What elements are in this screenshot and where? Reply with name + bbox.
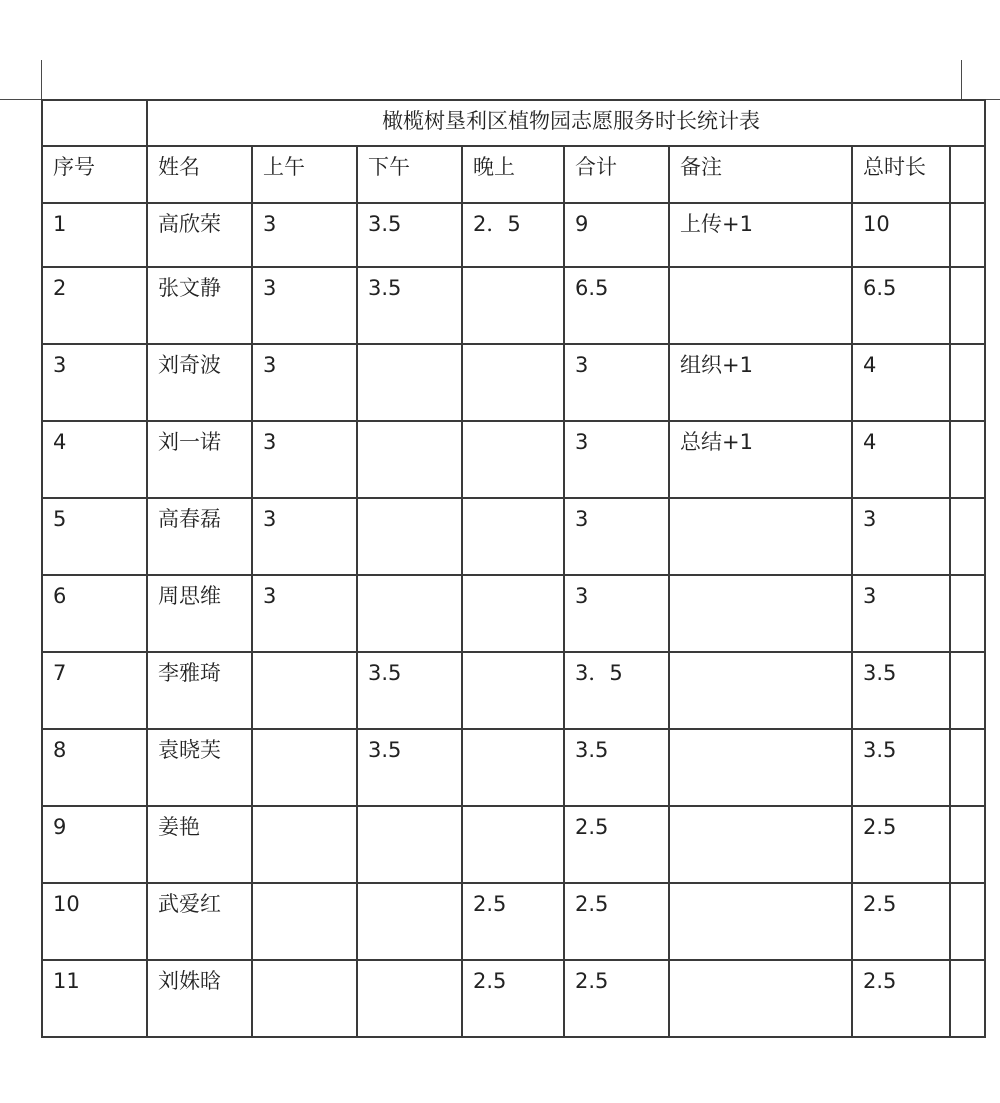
table-cell-total-hours: 3.5 — [852, 729, 950, 806]
table-cell-extra — [950, 421, 985, 498]
table-cell-subtotal: 2.5 — [564, 883, 669, 960]
table-row — [42, 421, 985, 498]
table-cell-index: 4 — [42, 421, 147, 498]
table-cell-morning — [252, 883, 357, 960]
table-cell-evening — [462, 498, 564, 575]
table-cell-total-hours: 4 — [852, 421, 950, 498]
table-cell-evening — [462, 806, 564, 883]
table-cell-index: 6 — [42, 575, 147, 652]
table-cell-subtotal: 3．5 — [564, 652, 669, 729]
table-cell-afternoon — [357, 421, 462, 498]
table-cell-evening — [462, 421, 564, 498]
header-cell-morning: 上午 — [252, 146, 357, 203]
table-cell-afternoon — [357, 344, 462, 421]
table-cell-name: 高欣荣 — [147, 203, 252, 267]
table-title-row — [42, 100, 985, 146]
table-cell-subtotal: 6.5 — [564, 267, 669, 344]
table-cell-extra — [950, 960, 985, 1037]
table-cell-total-hours: 10 — [852, 203, 950, 267]
table-cell-evening: 2．5 — [462, 203, 564, 267]
table-cell-extra — [950, 267, 985, 344]
table-cell-notes — [669, 960, 852, 1037]
table-cell-extra — [950, 806, 985, 883]
table-cell-notes — [669, 729, 852, 806]
table-row — [42, 267, 985, 344]
table-cell-evening — [462, 575, 564, 652]
table-cell-index: 9 — [42, 806, 147, 883]
table-cell-notes — [669, 806, 852, 883]
table-cell-subtotal: 2.5 — [564, 960, 669, 1037]
table-cell-evening: 2.5 — [462, 960, 564, 1037]
header-cell-name: 姓名 — [147, 146, 252, 203]
table-cell-morning — [252, 960, 357, 1037]
table-cell-extra — [950, 575, 985, 652]
table-cell-total-hours: 3 — [852, 498, 950, 575]
table-cell-name: 张文静 — [147, 267, 252, 344]
table-corner-cell — [42, 100, 147, 146]
header-cell-subtotal: 合计 — [564, 146, 669, 203]
table-row — [42, 652, 985, 729]
table-row — [42, 729, 985, 806]
table-cell-morning: 3 — [252, 498, 357, 575]
header-cell-afternoon: 下午 — [357, 146, 462, 203]
table-cell-extra — [950, 652, 985, 729]
table-cell-subtotal: 3 — [564, 344, 669, 421]
table-cell-name: 刘一诺 — [147, 421, 252, 498]
table-cell-name: 高春磊 — [147, 498, 252, 575]
margin-guide-right — [961, 60, 962, 100]
table-cell-index: 8 — [42, 729, 147, 806]
table-cell-morning — [252, 806, 357, 883]
table-cell-index: 5 — [42, 498, 147, 575]
table-cell-index: 7 — [42, 652, 147, 729]
table-header-row — [42, 146, 985, 203]
margin-guide-left — [41, 60, 42, 100]
header-cell-evening: 晚上 — [462, 146, 564, 203]
table-row — [42, 960, 985, 1037]
header-cell-extra — [950, 146, 985, 203]
table-row — [42, 806, 985, 883]
table-cell-morning: 3 — [252, 267, 357, 344]
table-cell-total-hours: 2.5 — [852, 883, 950, 960]
table-cell-extra — [950, 203, 985, 267]
table-cell-name: 袁晓芙 — [147, 729, 252, 806]
table-cell-morning: 3 — [252, 344, 357, 421]
table-cell-afternoon — [357, 575, 462, 652]
table-cell-afternoon — [357, 883, 462, 960]
table-cell-subtotal: 3 — [564, 498, 669, 575]
table-cell-extra — [950, 883, 985, 960]
table-title: 橄榄树垦利区植物园志愿服务时长统计表 — [382, 109, 760, 133]
table-cell-evening: 2.5 — [462, 883, 564, 960]
table-cell-afternoon: 3.5 — [357, 267, 462, 344]
table-cell-evening — [462, 652, 564, 729]
table-cell-evening — [462, 729, 564, 806]
table-cell-index: 1 — [42, 203, 147, 267]
table-cell-name: 刘奇波 — [147, 344, 252, 421]
table-cell-index: 3 — [42, 344, 147, 421]
header-cell-total-hours: 总时长 — [852, 146, 950, 203]
table-title-cell — [147, 100, 985, 146]
table-row — [42, 575, 985, 652]
table-cell-notes — [669, 498, 852, 575]
header-cell-notes: 备注 — [669, 146, 852, 203]
table-cell-afternoon: 3.5 — [357, 203, 462, 267]
table-cell-extra — [950, 729, 985, 806]
table-cell-index: 10 — [42, 883, 147, 960]
table-cell-total-hours: 2.5 — [852, 806, 950, 883]
table-cell-afternoon — [357, 960, 462, 1037]
table-cell-afternoon — [357, 806, 462, 883]
table-row — [42, 203, 985, 267]
table-row — [42, 344, 985, 421]
table-cell-total-hours: 3.5 — [852, 652, 950, 729]
table-cell-extra — [950, 344, 985, 421]
table-cell-subtotal: 3 — [564, 575, 669, 652]
table-cell-morning — [252, 729, 357, 806]
table-cell-evening — [462, 344, 564, 421]
volunteer-hours-table — [41, 99, 986, 1038]
table-cell-extra — [950, 498, 985, 575]
table-cell-subtotal: 9 — [564, 203, 669, 267]
table-cell-total-hours: 3 — [852, 575, 950, 652]
table-cell-name: 李雅琦 — [147, 652, 252, 729]
table-cell-index: 2 — [42, 267, 147, 344]
table-cell-subtotal: 3.5 — [564, 729, 669, 806]
table-cell-notes — [669, 883, 852, 960]
table-cell-evening — [462, 267, 564, 344]
table-cell-notes — [669, 575, 852, 652]
table-cell-notes: 总结+1 — [669, 421, 852, 498]
table-cell-morning: 3 — [252, 203, 357, 267]
table-cell-total-hours: 2.5 — [852, 960, 950, 1037]
table-cell-name: 刘姝晗 — [147, 960, 252, 1037]
table-cell-afternoon: 3.5 — [357, 652, 462, 729]
header-cell-index: 序号 — [42, 146, 147, 203]
table-cell-total-hours: 6.5 — [852, 267, 950, 344]
table-cell-morning: 3 — [252, 575, 357, 652]
table-cell-name: 周思维 — [147, 575, 252, 652]
table-cell-name: 姜艳 — [147, 806, 252, 883]
table-cell-afternoon: 3.5 — [357, 729, 462, 806]
table-cell-subtotal: 3 — [564, 421, 669, 498]
table-row — [42, 498, 985, 575]
table-cell-afternoon — [357, 498, 462, 575]
table-cell-notes — [669, 267, 852, 344]
table-cell-total-hours: 4 — [852, 344, 950, 421]
table-cell-index: 11 — [42, 960, 147, 1037]
table-cell-notes — [669, 652, 852, 729]
table-cell-notes: 上传+1 — [669, 203, 852, 267]
table-cell-morning — [252, 652, 357, 729]
table-cell-morning: 3 — [252, 421, 357, 498]
table-row — [42, 883, 985, 960]
table-cell-subtotal: 2.5 — [564, 806, 669, 883]
table-cell-notes: 组织+1 — [669, 344, 852, 421]
table-cell-name: 武爱红 — [147, 883, 252, 960]
